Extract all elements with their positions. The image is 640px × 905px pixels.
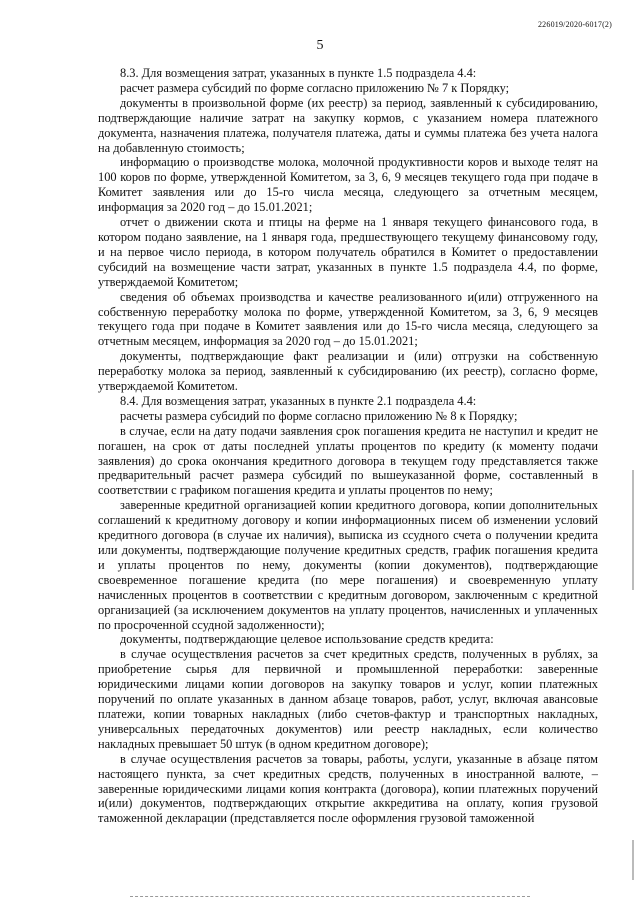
paragraph: 8.4. Для возмещения затрат, указанных в пункте 2.1 подраздела 4.4: xyxy=(120,393,477,408)
paragraph: расчет размера субсидий по форме согласно приложению № 7 к Порядку; xyxy=(120,80,510,95)
paragraph: информацию о производстве молока, молочной продуктивности коров и выходе телят на 100 коров по форме, утвержденной Комитетом, за 3, 6, 9 месяцев текущего года при подаче в Комитет заявления или до 15-го числа месяца, следующего за отчетным месяцем, информация за 2020 год – до 15.01.2021; xyxy=(98,155,598,215)
paragraph: расчеты размера субсидий по форме согласно приложению № 8 к Порядку; xyxy=(120,408,518,423)
scan-edge-mark xyxy=(632,470,634,590)
document-body xyxy=(98,66,598,826)
paragraph: отчет о движении скота и птицы на ферме на 1 января текущего финансового года, в котором подано заявление, на 1 января года, предшествующего текущему финансовому году, и на первое число периода, в котором получатель обратился в Комитет о предоставлении субсидий на возмещение части затрат, указанных в пункте 1.5 подраздела 4.4, по форме, утверждаемой Комитетом; xyxy=(98,215,598,289)
paragraph: в случае осуществления расчетов за счет кредитных средств, полученных в рублях, за приобретение сырья для первичной и промышленной переработки: заверенные юридическими лицами копии договоров на закупку товаров и услуг, копии платежных поручений по оплате указанных в данном абзаце товаров, работ, услуг, включая авансовые платежи, копии товарных накладных (либо счетов-фактур и транспортных накладных, универсальных передаточных документов) или реестр накладных, если количество накладных превышает 50 штук (в одном кредитном договоре); xyxy=(98,647,598,751)
paragraph: сведения об объемах производства и качестве реализованного и(или) отгруженного на собственную переработку молока по форме, утвержденной Комитетом, за 3, 6, 9 месяцев текущего года при подаче в Комитет заявления или до 15-го числа месяца, следующего за отчетным месяцем, информация за 2020 год – до 15.01.2021; xyxy=(98,289,598,349)
paragraph: документы в произвольной форме (их реестр) за период, заявленный к субсидированию, подтверждающие наличие затрат на закупку кормов, с указанием номера платежного документа, назначения платежа, получателя платежа, даты и суммы платежа без учета налога на добавленную стоимость; xyxy=(98,95,598,155)
scan-bottom-edge xyxy=(130,896,530,897)
paragraph: в случае осуществления расчетов за товары, работы, услуги, указанные в абзаце пятом настоящего пункта, за счет кредитных средств, полученных в иностранной валюте, – заверенные юридическими лицами копия контракта (договора), копии платежных поручений и(или) документов, подтверждающих открытие аккредитива на оплату, копия грузовой таможенной декларации (представляется после оформления грузовой таможенной xyxy=(98,751,598,826)
paragraph: 8.3. Для возмещения затрат, указанных в пункте 1.5 подраздела 4.4: xyxy=(120,66,477,80)
paragraph: заверенные кредитной организацией копии кредитного договора, копии дополнительных соглашений к кредитному договору и копии информационных писем об изменении условий кредитного договора (в случае их наличия), выписка из ссудного счета о получении кредита или документы, подтверждающие получение кредитных средств, график погашения кредита и уплаты процентов по нему, документы (копии документов), подтверждающие своевременное погашение кредита (по мере погашения) и своевременную уплату начисленных процентов в соответствии с кредитным договором, заключенным с кредитной организацией (за исключением документов на уплату процентов, начисленных и уплаченных по просроченной ссудной задолженности); xyxy=(98,498,598,632)
paragraph: документы, подтверждающие целевое использование средств кредита: xyxy=(120,632,494,647)
document-id: 226019/2020-6017(2) xyxy=(537,20,612,29)
page-number: 5 xyxy=(316,38,324,53)
paragraph: документы, подтверждающие факт реализации и (или) отгрузки на собственную переработку молока за период, заявленный к субсидированию (их реестр), согласно форме, утверждаемой Комитетом. xyxy=(98,349,598,394)
scan-edge-mark xyxy=(632,840,634,880)
paragraph: в случае, если на дату подачи заявления срок погашения кредита не наступил и кредит не погашен, на срок от даты последней уплаты процентов по кредиту (к моменту подачи заявления) до срока окончания кредитного договора в текущем году представляется также предварительный расчет размера субсидий по вышеуказанной форме, составленный в соответствии с графиком погашения кредита и уплаты процентов по нему; xyxy=(98,423,598,498)
